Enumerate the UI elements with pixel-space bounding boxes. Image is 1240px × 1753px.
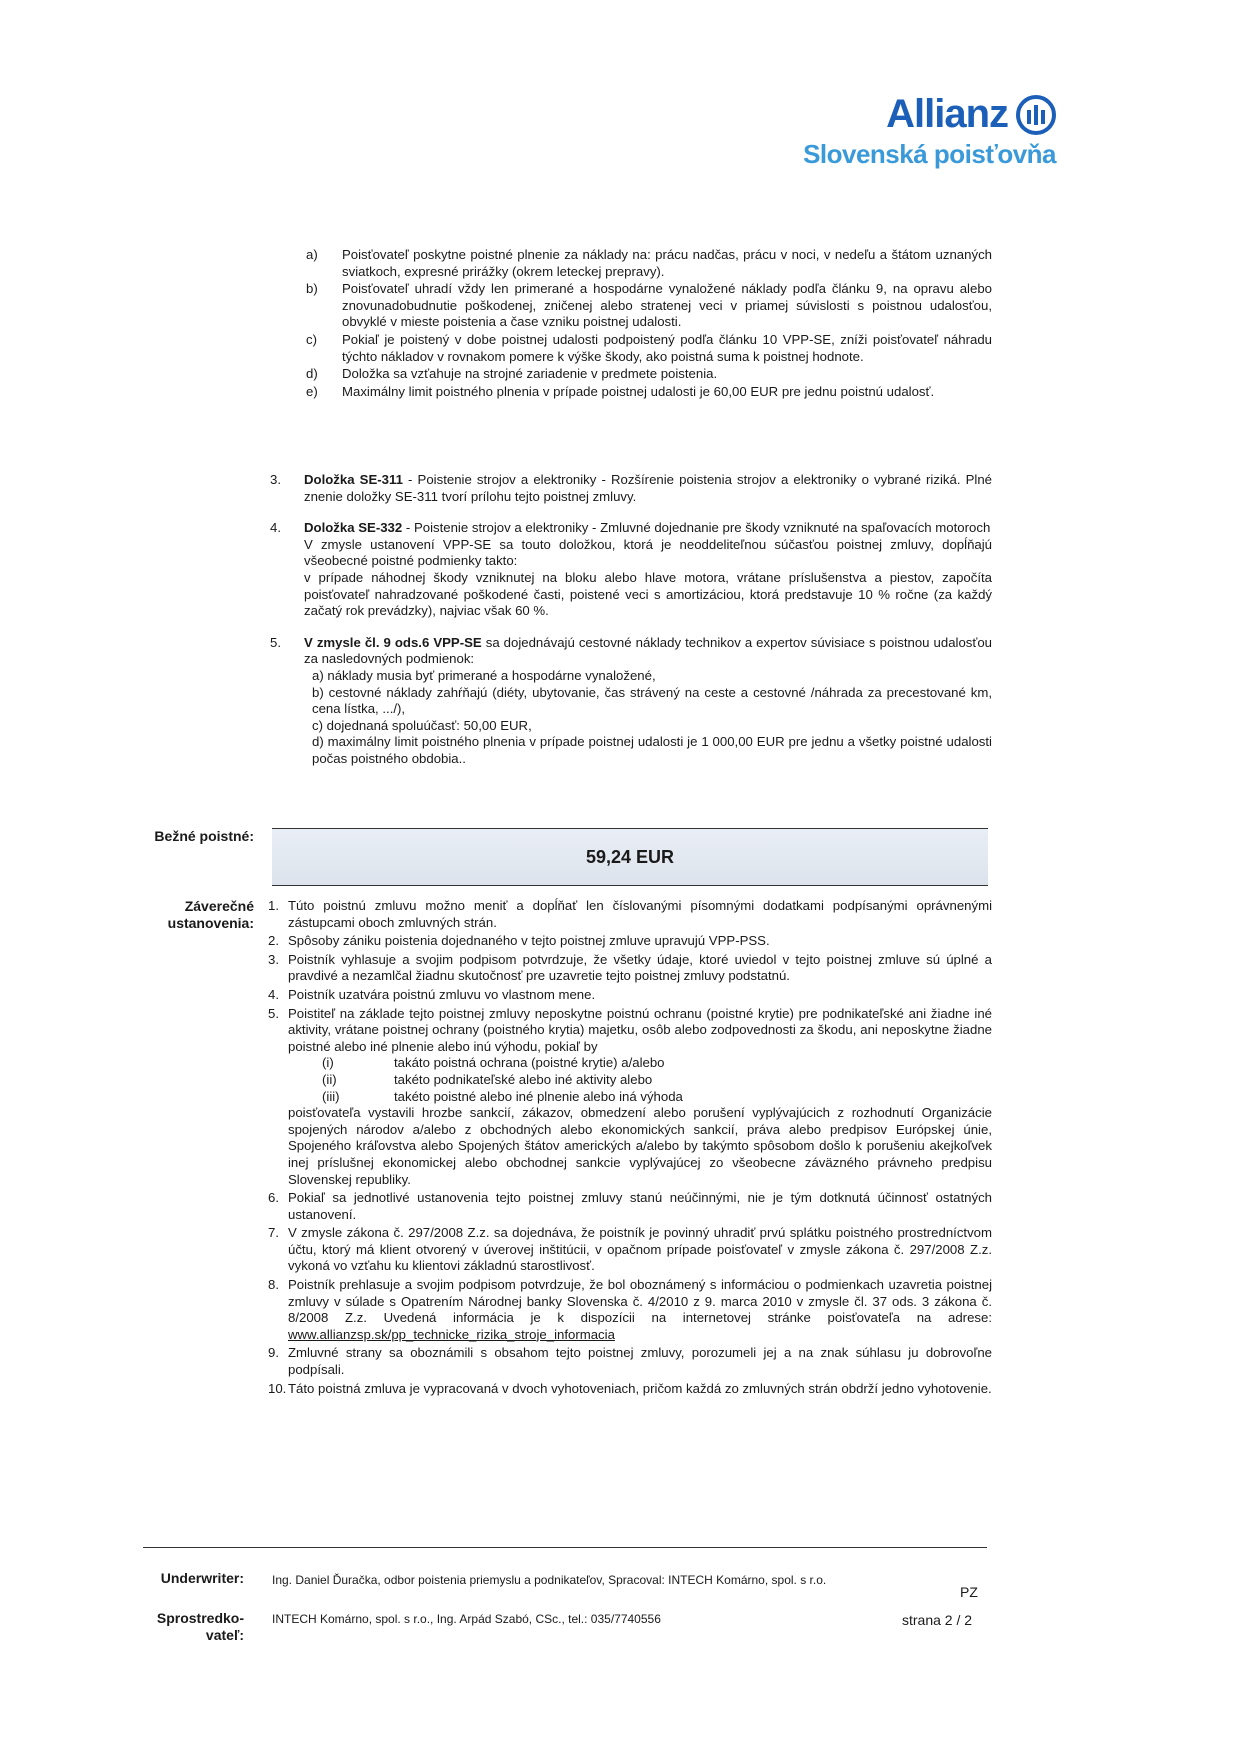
list-item — [268, 1345, 992, 1378]
point-text: - Poistenie strojov a elektroniky - Zmluvné dojednanie pre škody vzniknuté na spaľovacích motoroch — [402, 520, 991, 536]
point-body — [304, 635, 992, 768]
premium-box — [272, 828, 988, 886]
clause-item — [306, 247, 992, 280]
roman-number: (iii) — [322, 1088, 340, 1104]
item-number: 10. — [268, 1380, 287, 1396]
item-number: 2. — [268, 933, 279, 949]
info-link[interactable]: www.allianzsp.sk/pp_technicke_rizika_stroje_informacia — [288, 1326, 615, 1342]
list-item — [268, 1381, 992, 1398]
logo-brand: Allianz — [886, 92, 1008, 136]
premium-value: 59,24 EUR — [585, 846, 675, 867]
item-text: Poistník vyhlasuje a svojim podpisom potvrdzuje, že všetky údaje, ktoré uviedol v tejto poistnej zmluve sú úplné a pravdivé a nezamlčal žiadnu skutočnosť pre uzavretie tejto poistnej zmluvy podstatnú. — [288, 951, 992, 984]
list-item — [268, 1190, 992, 1223]
point-4 — [270, 520, 992, 620]
sprostredkovatel-label-line: vateľ: — [205, 1627, 244, 1643]
clause-label: e) — [306, 383, 318, 399]
clause-label: a) — [306, 247, 318, 262]
point-body — [304, 472, 992, 505]
sub-item: d) maximálny limit poistného plnenia v prípade poistnej udalosti je 1 000,00 EUR pre jednu a všetky poistné udalosti počas poistného obdobia.. — [312, 734, 992, 766]
clause-text: Poisťovateľ poskytne poistné plnenie za náklady na: prácu nadčas, prácu v noci, v nedeľu a štátom uznaných sviatkoch, expresné prirážky (okrem leteckej prepravy). — [342, 247, 992, 279]
point-title: Doložka SE-311 — [304, 472, 403, 487]
item-number: 5. — [268, 1005, 279, 1021]
point-title: V zmysle čl. 9 ods.6 VPP-SE — [304, 634, 482, 650]
item-text: Spôsoby zániku poistenia dojednaného v tejto poistnej zmluve upravujú VPP-PSS. — [288, 933, 770, 949]
point-title: Doložka SE-332 — [304, 520, 403, 536]
clause-item — [306, 332, 992, 365]
point-number: 5. — [270, 634, 281, 650]
list-item — [268, 952, 992, 985]
item-body — [288, 1006, 992, 1189]
clause-text: Maximálny limit poistného plnenia v prípade poistnej udalosti je 60,00 EUR pre jednu poistnú udalosť. — [342, 383, 935, 399]
clause-label: b) — [306, 281, 318, 297]
roman-item — [322, 1055, 992, 1072]
allianz-logo — [803, 92, 1056, 170]
point-number: 4. — [270, 520, 281, 536]
item-number: 4. — [268, 986, 279, 1002]
sub-item: a) náklady musia byť primerané a hospodárne vynaložené, — [312, 667, 656, 683]
point-text: v prípade náhodnej škody vzniknutej na bloku alebo hlave motora, vrátane príslušenstva a piestov, započíta poisťovateľ nahradzované poškodené časti, poistené veci s amortizáciou, ktorá predstavuje 10 % ročne (za každý začatý rok prevádzky), najviac však 60 %. — [304, 569, 992, 619]
list-item — [268, 987, 992, 1004]
list-item — [268, 933, 992, 950]
item-text: Zmluvné strany sa oboznámili s obsahom tejto poistnej zmluvy, porozumeli jej a na znak súhlasu ju dobrovoľne podpísali. — [288, 1345, 992, 1378]
allianz-eagle-icon — [1016, 95, 1056, 135]
final-provisions-label: Záverečné ustanovenia: — [167, 898, 254, 931]
underwriter-label: Underwriter: — [160, 1570, 244, 1586]
list-item — [268, 1277, 992, 1343]
item-number: 9. — [268, 1345, 279, 1361]
item-number: 3. — [268, 951, 279, 967]
item-number: 8. — [268, 1277, 279, 1293]
sprostredkovatel-text: INTECH Komárno, spol. s r.o., Ing. Arpád Szabó, CSc., tel.: 035/7740556 — [272, 1612, 661, 1626]
list-item — [268, 1225, 992, 1275]
item-body — [288, 1277, 992, 1343]
point-5 — [270, 635, 992, 768]
logo-subtitle: Slovenská poisťovňa — [803, 139, 1056, 169]
point-body — [304, 520, 992, 620]
clause-item — [306, 366, 992, 383]
clause-text: Pokiaľ je poistený v dobe poistnej udalosti podpoistený podľa článku 10 VPP-SE, zníži poisťovateľ náhradu týchto nákladov v rovnakom pomere k výške škody, ako poistná suma k poistnej hodnote. — [342, 331, 992, 364]
roman-item — [322, 1072, 992, 1089]
item-number: 1. — [268, 898, 279, 913]
item-text: V zmysle zákona č. 297/2008 Z.z. sa dojednáva, že poistník je povinný uhradiť prvú splátku poistného prostredníctvom účtu, ktorý má klient otvorený v úverovej inštitúcii, v opačnom prípade poisťovateľ v zmysle zákona č. 297/2008 Z.z. vykoná vo vzťahu ku klientovi základnú starostlivosť. — [288, 1225, 992, 1274]
roman-number: (ii) — [322, 1071, 337, 1087]
roman-text: takéto podnikateľské alebo iné aktivity alebo — [394, 1071, 653, 1087]
sub-item: c) dojednaná spoluúčasť: 50,00 EUR, — [312, 717, 532, 733]
final-provisions-list — [268, 898, 992, 1399]
roman-item — [322, 1089, 992, 1106]
footer-divider — [143, 1547, 987, 1548]
clause-label: d) — [306, 366, 318, 382]
item-text: Pokiaľ sa jednotlivé ustanovenia tejto poistnej zmluvy stanú neúčinnými, nie je tým dotknutá účinnosť ostatných ustanovení. — [288, 1190, 992, 1222]
clause-text: Doložka sa vzťahuje na strojné zariadenie v predmete poistenia. — [342, 366, 718, 382]
numbered-points — [270, 472, 992, 783]
premium-label: Bežné poistné: — [154, 828, 254, 844]
sprostredkovatel-label — [134, 1610, 244, 1644]
clause-item — [306, 384, 992, 401]
item-text: poisťovateľa vystavili hrozbe sankcií, zákazov, obmedzení alebo porušení vyplývajúcich z rozhodnutí Organizácie spojených národov a/alebo z obchodných alebo ekonomických sankcií, práva alebo predpisov Európskej únie, Spojeného kráľovstva alebo Spojených štátov amerických a/alebo by takýmto spôsobom došlo k porušeniu akejkoľvek inej príslušnej ekonomickej alebo obchodnej sankcie vyplývajúcej zo všeobecne záväzného právneho predpisu Slovenskej republiky. — [288, 1105, 992, 1187]
clauses-list — [306, 247, 992, 401]
sprostredkovatel-label-line: Sprostredko- — [156, 1610, 244, 1626]
item-text: Poistník prehlasuje a svojim podpisom potvrdzuje, že bol oboznámený s informáciou o podmienkach uzavretia poistnej zmluvy v súlade s Opatrením Národnej banky Slovenska č. 4/2010 z 9. marca 2010 v zmysle čl. 37 ods. 3 zákona č. 8/2008 Z.z. Uvedená informácia je k dispozícii na internetovej stránke poisťovateľa na adrese: — [288, 1277, 992, 1326]
point-number: 3. — [270, 472, 281, 487]
clause-label: c) — [306, 331, 317, 347]
roman-text: takáto poistná ochrana (poistné krytie) a/alebo — [394, 1055, 665, 1071]
point-text: - Poistenie strojov a elektroniky - Rozšírenie poistenia strojov a elektroniky o vybrané riziká. Plné znenie doložky SE-311 tvorí prílohu tejto poistnej zmluvy. — [304, 472, 992, 504]
sub-item: b) cestovné náklady zahŕňajú (diéty, ubytovanie, čas strávený na ceste a cestovné /náhrada za precestované km, cena lístka, .../), — [312, 684, 992, 717]
page-number: strana 2 / 2 — [902, 1612, 973, 1628]
point-text: sa dojednávajú cestovné náklady technikov a expertov súvisiace s poistnou udalosťou za nasledovných podmienok: — [304, 634, 992, 667]
item-text: Táto poistná zmluva je vypracovaná v dvoch vyhotoveniach, pričom každá zo zmluvných strán obdrží jedno vyhotovenie. — [288, 1380, 992, 1396]
underwriter-text: Ing. Daniel Ďuračka, odbor poistenia priemyslu a podnikateľov, Spracoval: INTECH Komárno, spol. s r.o. — [272, 1573, 827, 1587]
roman-number: (i) — [322, 1055, 334, 1071]
list-item — [268, 1006, 992, 1189]
item-number: 6. — [268, 1190, 279, 1206]
item-text: Poistník uzatvára poistnú zmluvu vo vlastnom mene. — [288, 986, 596, 1002]
list-item — [268, 898, 992, 931]
item-text: Poistiteľ na základe tejto poistnej zmluvy neposkytne poistnú ochranu (poistné krytie) pre podnikateľské ani žiadne iné aktivity, vrátane poistnej ochrany (poistného krytia) majetku, osôb alebo zodpovednosti za škodu, ani neposkytne žiadne poistné alebo iné plnenie alebo inú výhodu, pokiaľ by — [288, 1005, 992, 1054]
clause-item — [306, 281, 992, 331]
pz-mark: PZ — [960, 1584, 978, 1600]
sub-list — [304, 668, 992, 768]
item-number: 7. — [268, 1225, 279, 1241]
clause-text: Poisťovateľ uhradí vždy len primerané a hospodárne vynaložené náklady podľa článku 9, na opravu alebo znovunadobudnutie poškodenej, zničenej alebo stratenej veci v priamej súvislosti s poistnou udalosťou, obvyklé v mieste poistenia a čase vzniku poistnej udalosti. — [342, 281, 992, 330]
point-text: V zmysle ustanovení VPP-SE sa touto doložkou, ktorá je neoddeliteľnou súčasťou poistnej zmluvy, dopĺňajú všeobecné poistné podmienky takto: — [304, 536, 992, 569]
item-text: Túto poistnú zmluvu možno meniť a dopĺňať len číslovanými písomnými dodatkami podpísanými oprávnenými zástupcami oboch zmluvných strán. — [288, 898, 992, 930]
point-3 — [270, 472, 992, 505]
roman-text: takéto poistné alebo iné plnenie alebo iná výhoda — [394, 1088, 683, 1104]
